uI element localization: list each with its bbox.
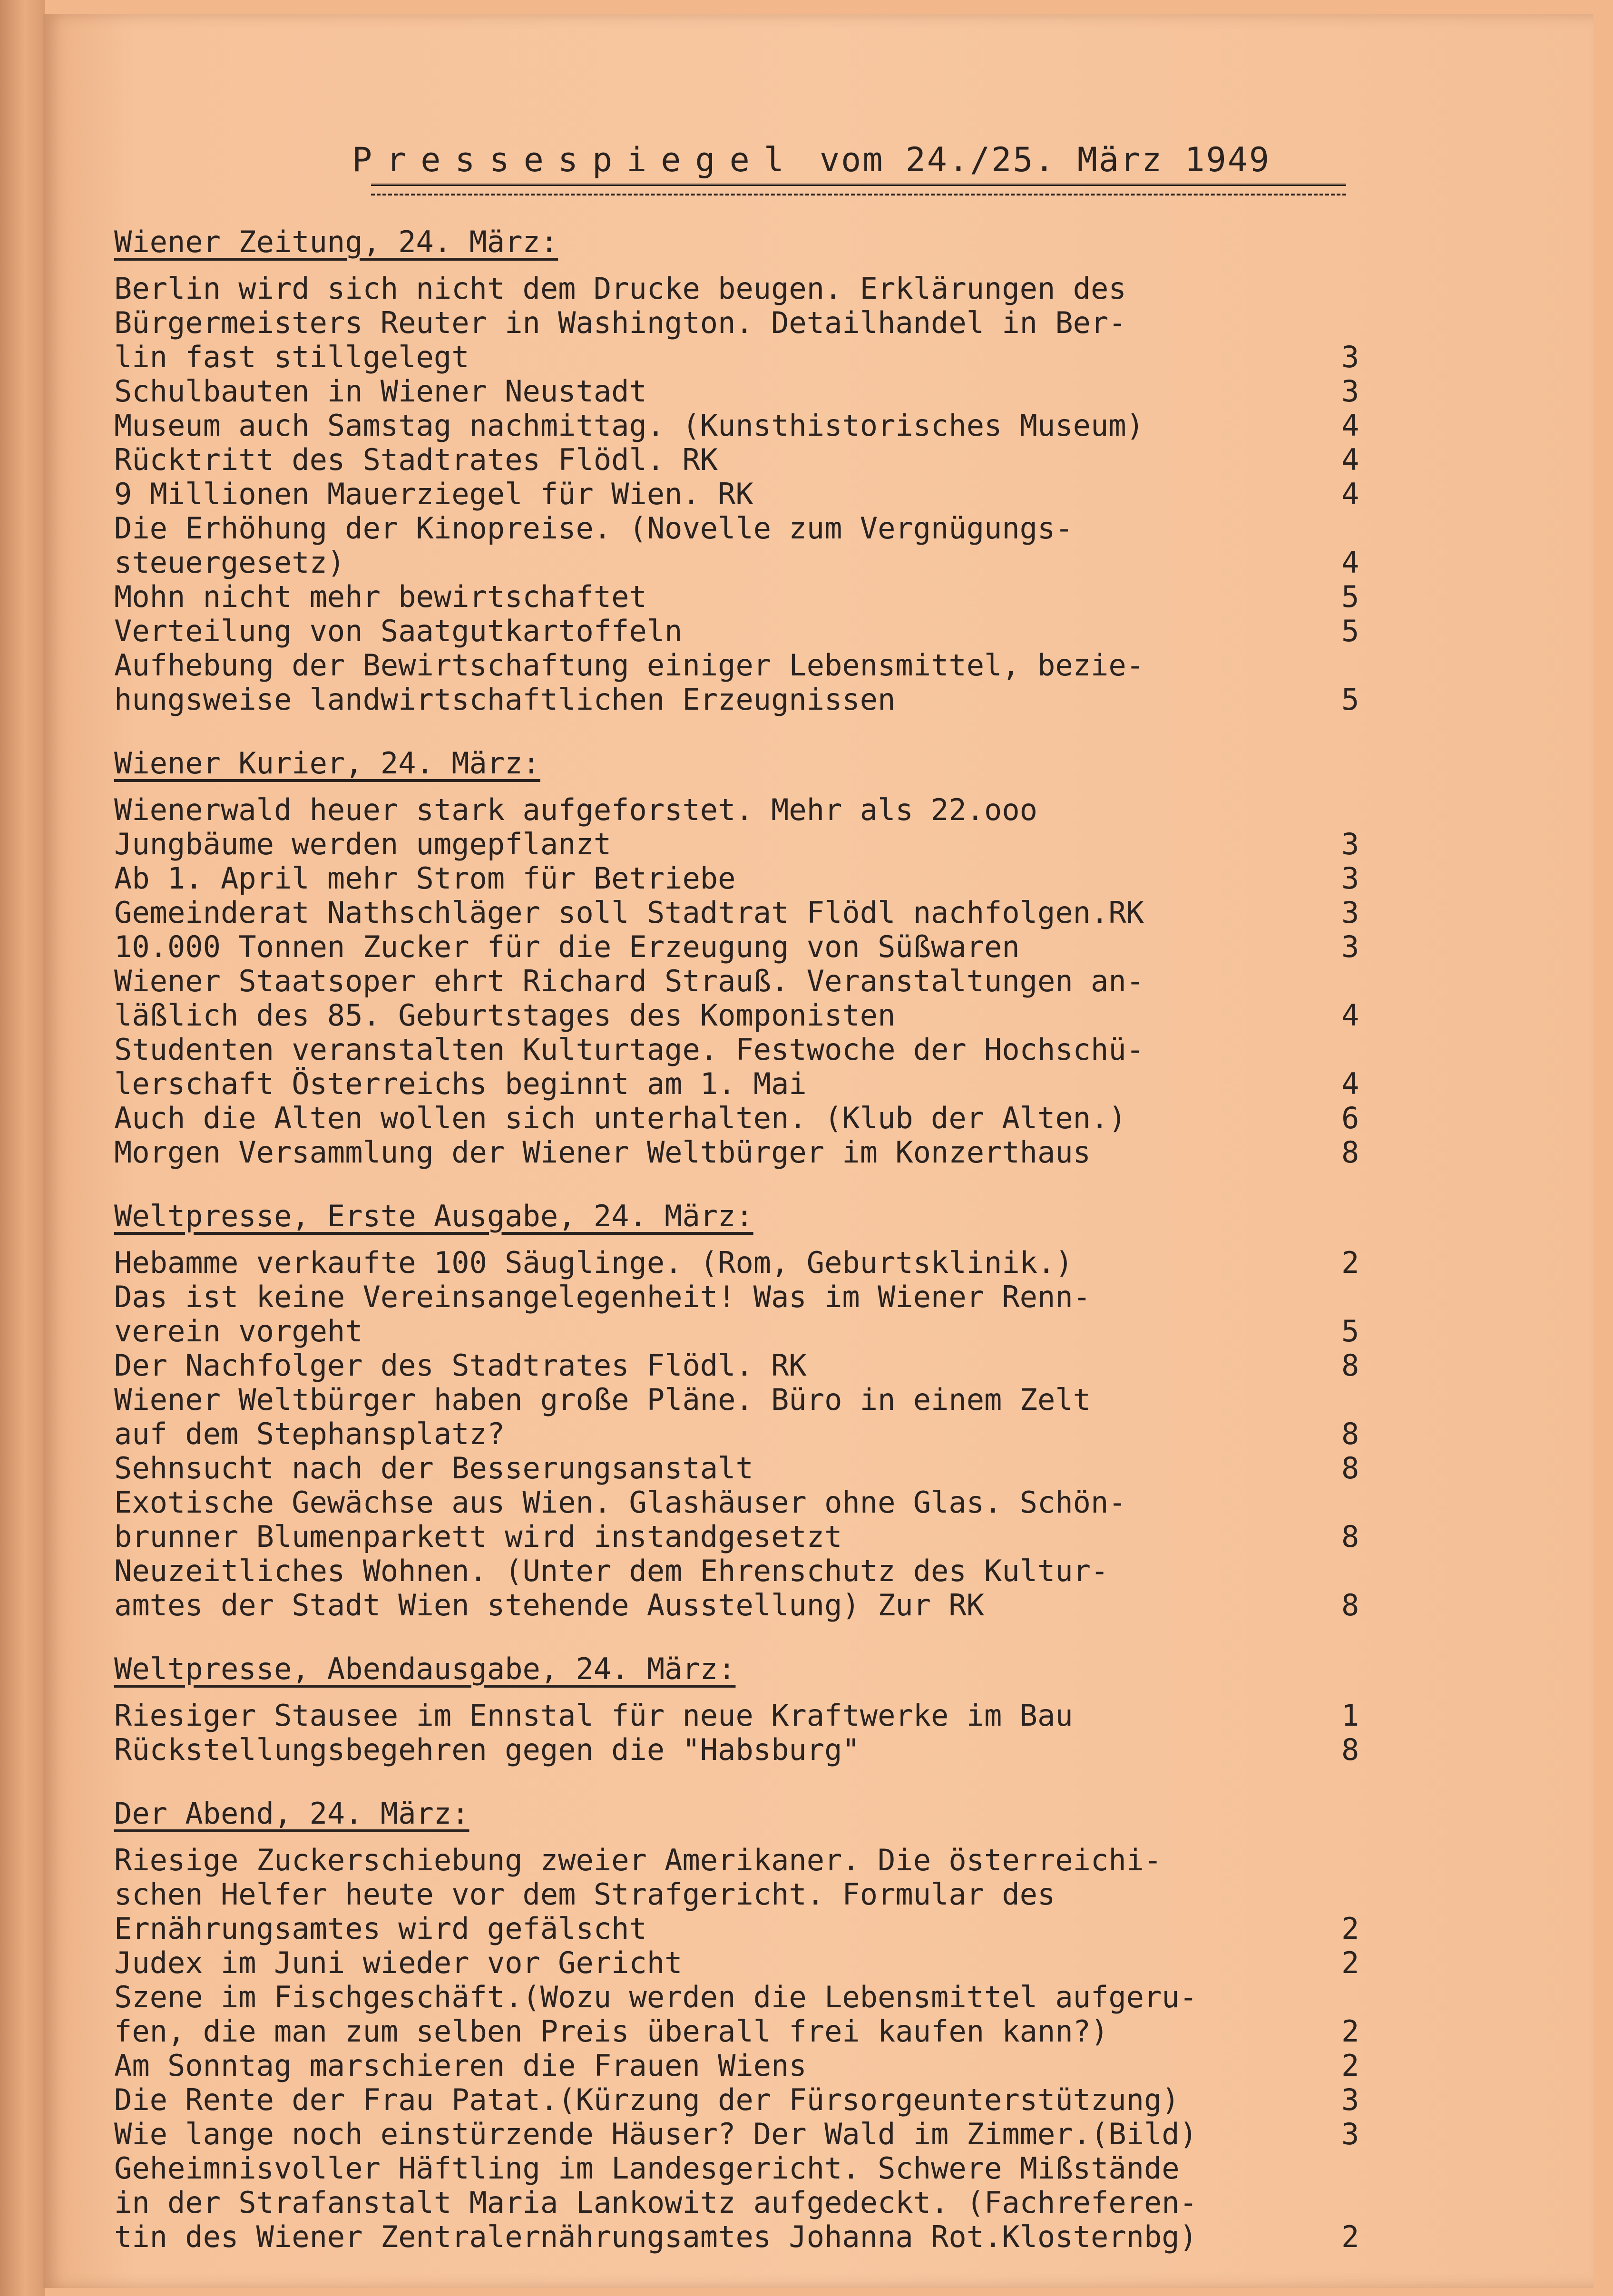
article-entry	[114, 2083, 1375, 2117]
article-entry	[114, 896, 1375, 930]
article-entry	[114, 614, 1375, 648]
article-page-number: 6	[1341, 1101, 1359, 1135]
article-page-number: 4	[1341, 545, 1359, 580]
article-entry	[114, 2117, 1375, 2151]
article-title: Szene im Fischgeschäft.(Wozu werden die Lebensmittel aufgeru- fen, die man zum selben Preis überall frei kaufen kann?)	[114, 1980, 1197, 2049]
article-title: Riesiger Stausee im Ennstal für neue Kraftwerke im Bau	[114, 1698, 1073, 1733]
article-title: Hebamme verkaufte 100 Säuglinge. (Rom, Geburtsklinik.)	[114, 1245, 1073, 1280]
article-page-number: 8	[1341, 1135, 1359, 1170]
article-title: Die Erhöhung der Kinopreise. (Novelle zum Vergnügungs- steuergesetz)	[114, 511, 1073, 580]
article-page-number: 5	[1341, 1314, 1359, 1348]
article-page-number: 4	[1341, 1066, 1359, 1101]
article-title: Schulbauten in Wiener Neustadt	[114, 374, 647, 409]
article-page-number: 8	[1341, 1732, 1359, 1767]
article-page-number: 5	[1341, 579, 1359, 614]
article-title: Sehnsucht nach der Besserungsanstalt	[114, 1451, 753, 1485]
article-page-number: 8	[1341, 1417, 1359, 1451]
sections-container	[114, 225, 1375, 2254]
article-entry	[114, 409, 1375, 443]
article-title: Der Nachfolger des Stadtrates Flödl. RK	[114, 1348, 807, 1383]
article-page-number: 4	[1341, 408, 1359, 443]
newspaper-section	[114, 1797, 1375, 2254]
newspaper-section	[114, 1652, 1375, 1767]
article-page-number: 2	[1341, 2048, 1359, 2083]
article-entry	[114, 272, 1375, 374]
article-title: Studenten veranstalten Kulturtage. Festwoche der Hochschü- lerschaft Österreichs beginnt am 1. Mai	[114, 1032, 1144, 1101]
press-review-document	[114, 140, 1375, 2254]
article-title: Morgen Versammlung der Wiener Weltbürger im Konzerthaus	[114, 1135, 1091, 1170]
article-page-number: 3	[1341, 2082, 1359, 2117]
article-entry	[114, 1946, 1375, 1980]
article-title: Rückstellungsbegehren gegen die "Habsburg"	[114, 1732, 860, 1767]
article-title: Auch die Alten wollen sich unterhalten. (Klub der Alten.)	[114, 1101, 1126, 1135]
article-page-number: 3	[1341, 374, 1359, 409]
book-spine	[0, 0, 45, 2296]
article-title: Verteilung von Saatgutkartoffeln	[114, 614, 683, 648]
section-heading: Wiener Zeitung, 24. März:	[114, 225, 558, 259]
article-entry	[114, 1485, 1375, 1554]
section-heading: Weltpresse, Abendausgabe, 24. März:	[114, 1651, 736, 1686]
article-title: Judex im Juni wieder vor Gericht	[114, 1945, 683, 1980]
article-page-number: 2	[1341, 1245, 1359, 1280]
article-title: Wiener Staatsoper ehrt Richard Strauß. Veranstaltungen an- läßlich des 85. Geburtstages des Komponisten	[114, 964, 1144, 1033]
article-page-number: 4	[1341, 998, 1359, 1033]
document-title	[352, 140, 1375, 179]
article-title: 10.000 Tonnen Zucker für die Erzeugung von Süßwaren	[114, 929, 1020, 964]
article-entry	[114, 1980, 1375, 2049]
article-title: Wie lange noch einstürzende Häuser? Der Wald im Zimmer.(Bild)	[114, 2117, 1197, 2151]
article-title: Museum auch Samstag nachmittag. (Kunsthistorisches Museum)	[114, 408, 1144, 443]
article-title: Am Sonntag marschieren die Frauen Wiens	[114, 2048, 807, 2083]
newspaper-section	[114, 225, 1375, 717]
article-title: Rücktritt des Stadtrates Flödl. RK	[114, 442, 718, 477]
article-page-number: 3	[1341, 929, 1359, 964]
article-page-number: 5	[1341, 614, 1359, 648]
article-title: Exotische Gewächse aus Wien. Glashäuser ohne Glas. Schön- brunner Blumenparkett wird instandgesetzt	[114, 1485, 1126, 1554]
article-title: Neuzeitliches Wohnen. (Unter dem Ehrenschutz des Kultur- amtes der Stadt Wien stehende Ausstellung) Zur RK	[114, 1553, 1109, 1622]
article-page-number: 2	[1341, 2014, 1359, 2049]
article-entry	[114, 477, 1375, 511]
article-title: Das ist keine Vereinsangelegenheit! Was im Wiener Renn- verein vorgeht	[114, 1280, 1091, 1348]
article-entry	[114, 793, 1375, 861]
article-entry	[114, 374, 1375, 409]
section-heading: Weltpresse, Erste Ausgabe, 24. März:	[114, 1199, 753, 1233]
article-entry	[114, 2049, 1375, 2083]
article-page-number: 8	[1341, 1588, 1359, 1622]
article-page-number: 2	[1341, 1945, 1359, 1980]
article-entry	[114, 1348, 1375, 1383]
article-entry	[114, 1383, 1375, 1451]
article-entry	[114, 1280, 1375, 1348]
article-entry	[114, 964, 1375, 1033]
title-underline-rule	[371, 184, 1346, 195]
article-title: Die Rente der Frau Patat.(Kürzung der Fürsorgeunterstützung)	[114, 2082, 1180, 2117]
article-page-number: 8	[1341, 1519, 1359, 1554]
article-entry	[114, 930, 1375, 964]
article-entry	[114, 1843, 1375, 1946]
article-title: 9 Millionen Mauerziegel für Wien. RK	[114, 477, 753, 511]
article-page-number: 3	[1341, 895, 1359, 930]
title-date: vom 24./25. März 1949	[820, 140, 1271, 179]
article-entry	[114, 1101, 1375, 1135]
article-page-number: 2	[1341, 2219, 1359, 2254]
title-pressespiegel: Pressespiegel	[352, 140, 798, 179]
article-title: Wiener Weltbürger haben große Pläne. Büro in einem Zelt auf dem Stephansplatz?	[114, 1382, 1091, 1451]
article-entry	[114, 1733, 1375, 1767]
article-entry	[114, 1033, 1375, 1101]
article-page-number: 3	[1341, 340, 1359, 374]
article-entry	[114, 580, 1375, 614]
section-heading: Der Abend, 24. März:	[114, 1796, 469, 1831]
article-entry	[114, 2151, 1375, 2254]
article-page-number: 3	[1341, 861, 1359, 896]
section-heading: Wiener Kurier, 24. März:	[114, 746, 540, 781]
article-title: Mohn nicht mehr bewirtschaftet	[114, 579, 647, 614]
article-entry	[114, 648, 1375, 717]
newspaper-section	[114, 1199, 1375, 1622]
newspaper-section	[114, 746, 1375, 1170]
article-title: Gemeinderat Nathschläger soll Stadtrat Flödl nachfolgen.RK	[114, 895, 1144, 930]
article-page-number: 3	[1341, 827, 1359, 861]
article-page-number: 3	[1341, 2117, 1359, 2151]
article-page-number: 2	[1341, 1911, 1359, 1946]
article-entry	[114, 511, 1375, 580]
article-title: Riesige Zuckerschiebung zweier Amerikaner. Die österreichi- schen Helfer heute vor dem Strafgericht. Formular des Ernährungsamtes wird gefälscht	[114, 1843, 1162, 1946]
article-entry	[114, 443, 1375, 477]
article-title: Berlin wird sich nicht dem Drucke beugen. Erklärungen des Bürgermeisters Reuter in Washington. Detailhandel in Ber- lin fast stillgelegt	[114, 271, 1126, 374]
article-page-number: 8	[1341, 1348, 1359, 1383]
article-entry	[114, 1451, 1375, 1485]
article-page-number: 1	[1341, 1698, 1359, 1733]
article-entry	[114, 861, 1375, 896]
article-title: Aufhebung der Bewirtschaftung einiger Lebensmittel, bezie- hungsweise landwirtschaftlichen Erzeugnissen	[114, 648, 1144, 717]
article-entry	[114, 1699, 1375, 1733]
article-title: Geheimnisvoller Häftling im Landesgericht. Schwere Mißstände in der Strafanstalt Maria Lankowitz aufgedeckt. (Fachreferen- tin des Wiener Zentralernährungsamtes Johanna Rot.Klosternbg)	[114, 2151, 1197, 2254]
article-entry	[114, 1135, 1375, 1170]
article-page-number: 8	[1341, 1451, 1359, 1485]
article-entry	[114, 1554, 1375, 1622]
article-title: Ab 1. April mehr Strom für Betriebe	[114, 861, 736, 896]
article-entry	[114, 1246, 1375, 1280]
article-page-number: 4	[1341, 442, 1359, 477]
article-page-number: 5	[1341, 682, 1359, 717]
article-title: Wienerwald heuer stark aufgeforstet. Mehr als 22.ooo Jungbäume werden umgepflanzt	[114, 792, 1038, 861]
article-page-number: 4	[1341, 477, 1359, 511]
